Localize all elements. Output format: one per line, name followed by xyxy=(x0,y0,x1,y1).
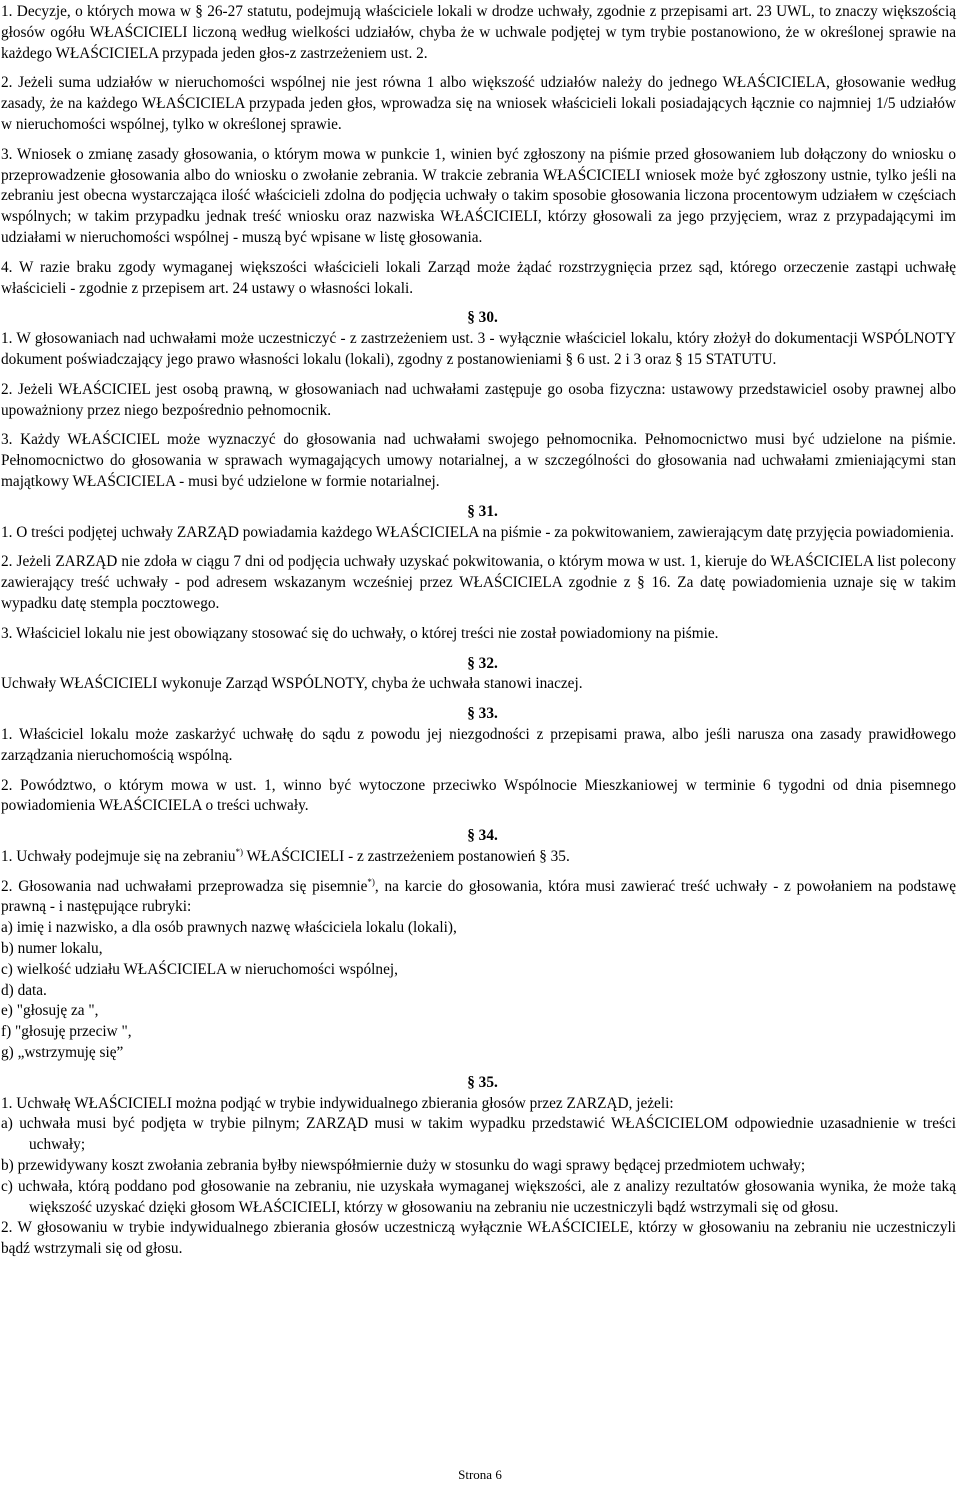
section-30-paragraph-1: 1. W głosowaniach nad uchwałami może uczestniczyć - z zastrzeżeniem ust. 3 - wyłącznie właściciel lokalu, który złożył do dokumentacji WSPÓLNOTY dokument poświadczający jego prawo własności lokalu (lokali), zgodny z postanowieniami § 6 ust. 2 i 3 oraz § 15 STATUTU. xyxy=(1,330,956,368)
section-32-paragraph-1: Uchwały WŁAŚCICIELI wykonuje Zarząd WSPÓLNOTY, chyba że uchwała stanowi inaczej. xyxy=(1,675,583,693)
section-35-conditions xyxy=(1,1114,956,1218)
section-34-p2-text-b: , na karcie do głosowania, która musi zawierać treść uchwały - z powołaniem na podstawę prawną - i następujące rubryki: xyxy=(1,877,956,916)
footnote-marker: *) xyxy=(235,846,243,857)
section-35-heading: § 35. xyxy=(467,1073,498,1091)
section-35-paragraph-2: 2. W głosowaniu w trybie indywidualnego zbierania głosów uczestniczą wyłącznie WŁAŚCICIELE, którzy w głosowaniu na zebraniu nie uczestniczyli bądź wstrzymali się od głosu. xyxy=(1,1219,956,1258)
list-item: f) "głosuję przeciw ", xyxy=(1,1023,132,1041)
list-item: c) wielkość udziału WŁAŚCICIELA w nieruchomości wspólnej, xyxy=(1,960,398,978)
list-item: b) przewidywany koszt zwołania zebrania byłby niewspółmiernie duży w stosunku do wagi sprawy będącej przedmiotem uchwały; xyxy=(1,1157,806,1175)
section-34-heading: § 34. xyxy=(467,827,498,845)
list-item: a) uchwała musi być podjęta w trybie pilnym; ZARZĄD musi w takim wypadku przedstawić WŁAŚCICIELOM odpowiednie uzasadnienie w treści uchwały; xyxy=(1,1115,956,1154)
section-34-p1-text-a: 1. Uchwały podejmuje się na zebraniu xyxy=(1,847,236,865)
list-item: c) uchwała, którą poddano pod głosowanie na zebraniu, nie uzyskała wymaganej większości, ale z analizy rezultatów głosowania wynika, że może taką większość uzyskać dzięki głosom WŁAŚCICIELI, którzy w głosowaniu na zebraniu nie uczestniczyli bądź wstrzymali się od głosu. xyxy=(1,1177,956,1216)
page-number: Strona 6 xyxy=(458,1467,502,1482)
list-item: a) imię i nazwisko, a dla osób prawnych nazwę właściciela lokalu (lokali), xyxy=(1,919,457,937)
section-33-paragraph-1: 1. Właściciel lokalu może zaskarżyć uchwałę do sądu z powodu jej niezgodności z przepisami prawa, albo jeśli narusza ona zasady prawidłowego zarządzania nieruchomością wspólną. xyxy=(1,725,956,764)
section-31-paragraph-1: 1. O treści podjętej uchwały ZARZĄD powiadamia każdego WŁAŚCICIELA na piśmie - za pokwitowaniem, zawierającym datę przyjęcia powiadomienia. xyxy=(1,523,954,541)
section-33-paragraph-2: 2. Powództwo, o którym mowa w ust. 1, winno być wytoczone przeciwko Wspólnocie Mieszkaniowej w terminie 6 tygodni od dnia pisemnego powiadomienia WŁAŚCICIELA o treści uchwały. xyxy=(1,776,956,815)
section-31-paragraph-3: 3. Właściciel lokalu nie jest obowiązany stosować się do uchwały, o której treści nie został powiadomiony na piśmie. xyxy=(1,624,719,642)
section-30-paragraph-2: 2. Jeżeli WŁAŚCICIEL jest osobą prawną, w głosowaniach nad uchwałami zastępuje go osoba fizyczna: ustawowy przedstawiciel osoby prawnej albo upoważniony przez niego bezpośrednio pełnomocnik. xyxy=(1,380,956,419)
section-34-paragraph-1 xyxy=(1,847,956,868)
section-32-heading: § 32. xyxy=(467,654,498,672)
paragraph-1: 1. Decyzje, o których mowa w § 26-27 statutu, podejmują właściciele lokali w drodze uchwały, zgodnie z przepisami art. 23 UWL, to znaczy większością głosów ogółu WŁAŚCICIELI liczoną według wielkości udziałów, chyba że w uchwale podjętej w tym trybie postanowiono, że w określonej sprawie na każdego WŁAŚCICIELA przypada jeden głos-z zastrzeżeniem ust. 2. xyxy=(1,3,956,62)
section-31-heading: § 31. xyxy=(467,502,498,520)
section-33-heading: § 33. xyxy=(467,705,498,723)
paragraph-4: 4. W razie braku zgody wymaganej większości właścicieli lokali Zarząd może żądać rozstrzygnięcia przez sąd, którego orzeczenie zastąpi uchwałę właścicieli - zgodnie z przepisem art. 24 ustawy o własności lokali. xyxy=(1,258,956,297)
list-item: d) data. xyxy=(1,981,47,999)
paragraph-3: 3. Wniosek o zmianę zasady głosowania, o którym mowa w punkcie 1, winien być zgłoszony na piśmie przed głosowaniem lub dołączony do wniosku o przeprowadzenie głosowania albo do wniosku o zwołanie zebrania. W trakcie zebrania WŁAŚCICIELI wniosek może być zgłoszony ustnie, tylko jeśli na zebraniu jest obecna wystarczająca ilość właścicieli zdolna do podjęcia uchwały o takim sposobie głosowania liczona procentowym udziałem w częściach wspólnych; w takim przypadku jednak treść wniosku oraz nazwiska WŁAŚCICIELI, którzy głosowali za jego przyjęciem, wraz z przypadającymi im udziałami w nieruchomości wspólnej - muszą być wpisane w listę głosowania. xyxy=(1,145,956,246)
list-item: e) "głosuję za ", xyxy=(1,1002,99,1020)
section-35-paragraph-1: 1. Uchwałę WŁAŚCICIELI można podjąć w trybie indywidualnego zbierania głosów przez ZARZĄD, jeżeli: xyxy=(1,1094,674,1112)
section-30-paragraph-3: 3. Każdy WŁAŚCICIEL może wyznaczyć do głosowania nad uchwałami swojego pełnomocnika. Pełnomocnictwo musi być udzielone na piśmie. Pełnomocnictwo do głosowania w sprawach wymagających umowy notarialnej, a w szczególności do głosowania nad uchwałami zmieniającymi stan majątkowy WŁAŚCICIELA - musi być udzielone w formie notarialnej. xyxy=(1,431,956,490)
paragraph-2: 2. Jeżeli suma udziałów w nieruchomości wspólnej nie jest równa 1 albo większość udziałów należy do jednego WŁAŚCICIELA, głosowanie według zasady, że na każdego WŁAŚCICIELA przypada jeden głos, wprowadza się na wniosek właścicieli lokali posiadających łącznie co najmniej 1/5 udziałów w nieruchomości wspólnej, tylko w określonej sprawie. xyxy=(1,74,956,133)
list-item: b) numer lokalu, xyxy=(1,940,103,958)
section-34-paragraph-2 xyxy=(1,877,956,919)
list-item: g) „wstrzymuję się” xyxy=(1,1044,124,1062)
section-34-ballot-fields xyxy=(1,918,956,1064)
section-30-heading: § 30. xyxy=(467,309,498,327)
section-34-p2-text-a: 2. Głosowania nad uchwałami przeprowadza się pisemnie xyxy=(1,877,368,895)
footnote-marker: *) xyxy=(367,876,375,887)
section-34-p1-text-b: WŁAŚCICIELI - z zastrzeżeniem postanowień § 35. xyxy=(242,847,570,865)
section-31-paragraph-2: 2. Jeżeli ZARZĄD nie zdoła w ciągu 7 dni od podjęcia uchwały uzyskać pokwitowania, o którym mowa w ust. 1, kieruje do WŁAŚCICIELA list polecony zawierający treść uchwały - pod adresem wskazanym wcześniej przez WŁAŚCICIELA zgodnie z § 16. Za datę powiadomienia uznaje się w takim wypadku datę stempla pocztowego. xyxy=(1,553,956,612)
